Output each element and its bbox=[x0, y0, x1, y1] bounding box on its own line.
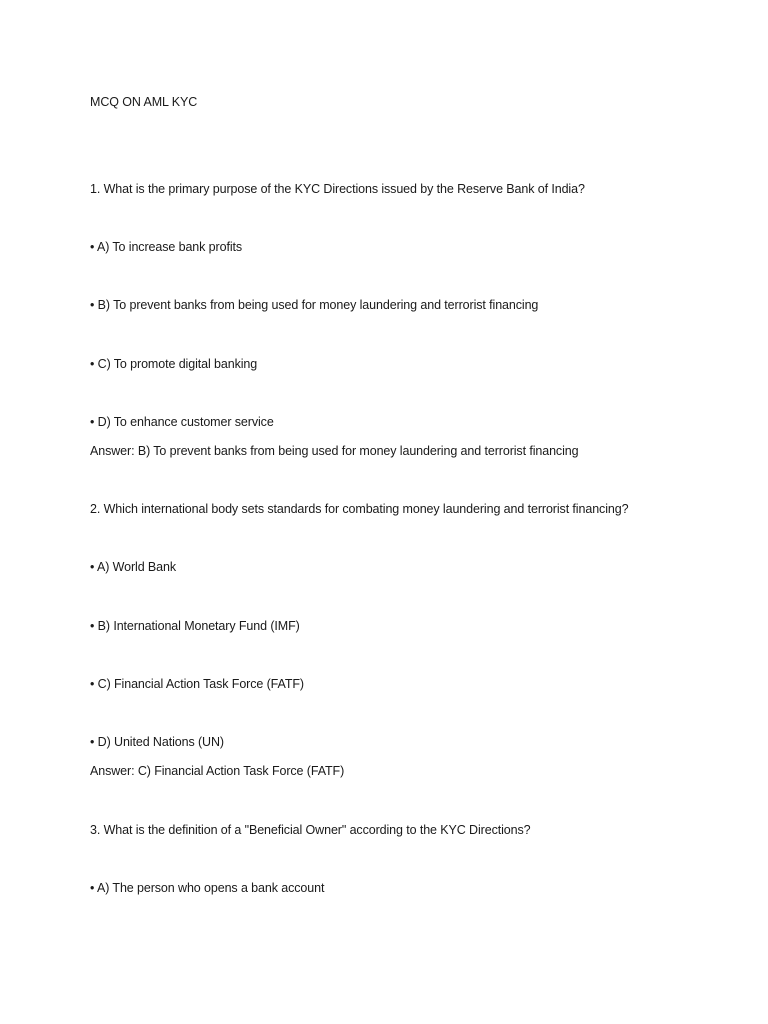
question-1-text: 1. What is the primary purpose of the KYC Directions issued by the Reserve Bank of India? bbox=[90, 182, 585, 196]
question-1-option-b: • B) To prevent banks from being used for money laundering and terrorist financing bbox=[90, 298, 539, 312]
question-2-option-d: • D) United Nations (UN) bbox=[90, 735, 224, 749]
question-1-option-a: • A) To increase bank profits bbox=[90, 240, 243, 254]
question-1-answer: Answer: B) To prevent banks from being used for money laundering and terrorist financing bbox=[90, 444, 579, 458]
question-1-option-d: • D) To enhance customer service bbox=[90, 415, 274, 429]
document-title: MCQ ON AML KYC bbox=[90, 95, 198, 109]
question-3-option-a: • A) The person who opens a bank account bbox=[90, 881, 325, 895]
question-1-option-c: • C) To promote digital banking bbox=[90, 357, 258, 371]
question-2-answer: Answer: C) Financial Action Task Force (FATF) bbox=[90, 764, 345, 778]
question-2-option-c: • C) Financial Action Task Force (FATF) bbox=[90, 677, 304, 691]
question-2-text: 2. Which international body sets standards for combating money laundering and terrorist financing? bbox=[90, 502, 629, 516]
question-2-option-b: • B) International Monetary Fund (IMF) bbox=[90, 619, 300, 633]
question-2-option-a: • A) World Bank bbox=[90, 560, 177, 574]
question-3-text: 3. What is the definition of a "Beneficial Owner" according to the KYC Directions? bbox=[90, 823, 531, 837]
